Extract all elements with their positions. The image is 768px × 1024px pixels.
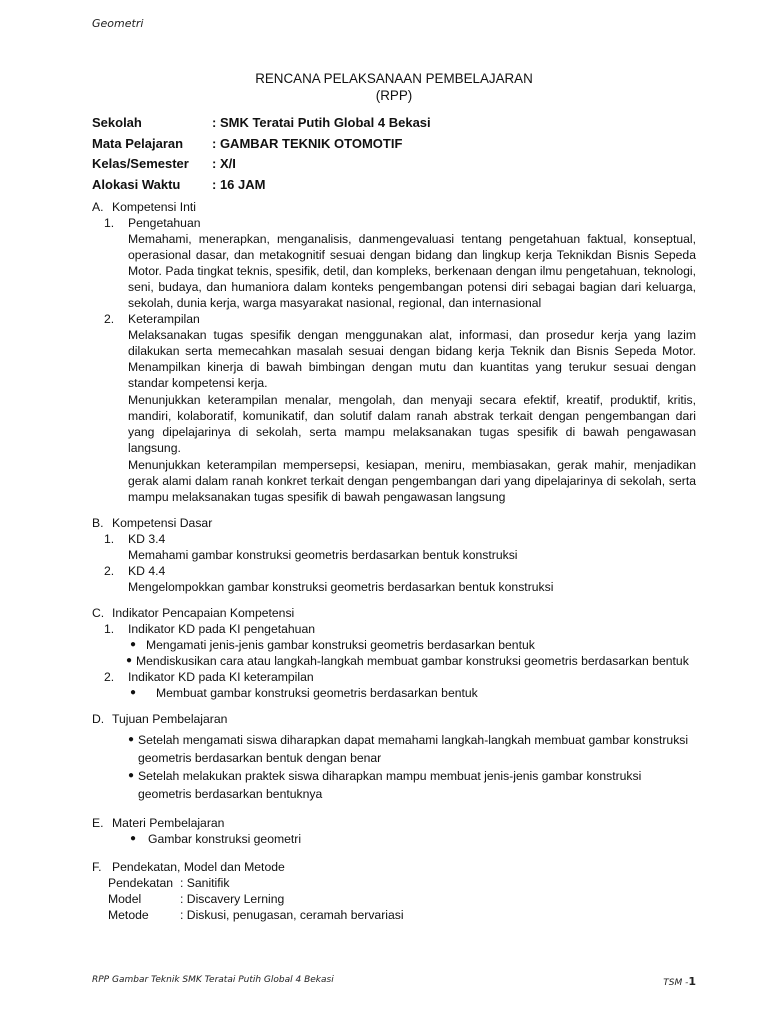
list-item bbox=[104, 621, 696, 637]
bullet-dot-icon: ● bbox=[128, 734, 135, 745]
item-number: 1. bbox=[104, 532, 115, 546]
paragraph: Menunjukkan keterampilan menalar, mengolah, dan menyaji secara efektif, kreatif, produktif, kritis, mandiri, kolaboratif, komunikatif, dan solutif dalam ranah abstrak terkait dengan pengembangan dari yang dipelajarinya di sekolah, serta mampu melaksanakan tugas spesifik di bawah pengawasan langsung. bbox=[128, 393, 696, 455]
section-letter: C. bbox=[92, 606, 105, 620]
item-number: 1. bbox=[104, 622, 115, 636]
info-row-school bbox=[92, 113, 696, 134]
item-number: 2. bbox=[104, 312, 115, 326]
section-title: Tujuan Pembelajaran bbox=[112, 712, 228, 726]
item-number: 2. bbox=[104, 670, 115, 684]
item-title: Keterampilan bbox=[128, 312, 200, 326]
info-value: : SMK Teratai Putih Global 4 Bekasi bbox=[212, 115, 431, 131]
paragraph: Memahami, menerapkan, menganalisis, danmengevaluasi tentang pengetahuan faktual, konseptual, operasional dasar, dan metakognitif sesuai dengan bidang dan lingkup kerja Teknikdan Bisnis Sepeda Motor. Pada tingkat teknis, spesifik, detil, dan kompleks, berkenaan dengan ilmu pengetahuan, teknologi, seni, budaya, dan humaniora dalam konteks pengembangan potensi diri sebagai bagian dari keluarga, sekolah, dunia kerja, warga masyarakat nasional, regional, dan internasional bbox=[128, 232, 696, 310]
footer-page bbox=[663, 975, 696, 988]
section-letter: F. bbox=[92, 860, 102, 874]
bullet-item bbox=[130, 685, 696, 701]
section-heading bbox=[92, 515, 696, 531]
section-kompetensi-inti bbox=[92, 199, 696, 505]
identity-table bbox=[92, 113, 696, 195]
section-title: Kompetensi Dasar bbox=[112, 516, 213, 530]
bullet-item bbox=[130, 637, 696, 653]
list-item bbox=[104, 215, 696, 231]
section-indikator bbox=[92, 605, 696, 701]
section-heading bbox=[92, 711, 696, 727]
section-heading bbox=[92, 859, 696, 875]
section-letter: E. bbox=[92, 816, 104, 830]
section-heading bbox=[92, 815, 696, 831]
item-title: Pengetahuan bbox=[128, 216, 201, 230]
document-body bbox=[92, 70, 696, 923]
bullet-item bbox=[128, 731, 696, 767]
section-letter: B. bbox=[92, 516, 104, 530]
item-title: Indikator KD pada KI pengetahuan bbox=[128, 622, 316, 636]
document-title bbox=[92, 70, 696, 104]
bullet-dot-icon: ● bbox=[130, 687, 137, 698]
paragraph: Menunjukkan keterampilan mempersepsi, kesiapan, meniru, membiasakan, gerak mahir, menjadikan gerak alami dalam ranah konkret terkait dengan pengembangan dari yang dipelajarinya di sekolah, serta mampu melaksanakan tugas spesifik di bawah pengawasan langsung bbox=[128, 458, 696, 504]
approach-key: Pendekatan bbox=[108, 876, 174, 890]
title-line-1: RENCANA PELAKSANAAN PEMBELAJARAN bbox=[255, 71, 533, 86]
item-number: 2. bbox=[104, 564, 115, 578]
section-title: Materi Pembelajaran bbox=[112, 816, 225, 830]
section-pendekatan bbox=[92, 859, 696, 923]
item-title: KD 4.4 bbox=[128, 564, 166, 578]
page-number: 1 bbox=[688, 975, 696, 988]
title-line-2: (RPP) bbox=[375, 88, 413, 103]
bullet-dot-icon: ● bbox=[126, 655, 133, 666]
bullet-dot-icon: ● bbox=[130, 833, 137, 844]
info-value: : 16 JAM bbox=[212, 176, 266, 192]
section-title: Indikator Pencapaian Kompetensi bbox=[112, 606, 295, 620]
approach-row bbox=[108, 891, 696, 907]
section-letter: D. bbox=[92, 712, 105, 726]
info-value: : X/I bbox=[212, 156, 236, 172]
page-header: Geometri bbox=[92, 17, 144, 30]
bullet-list bbox=[126, 653, 696, 669]
bullet-text: Membuat gambar konstruksi geometris berdasarkan bentuk bbox=[156, 686, 478, 700]
approach-key: Model bbox=[108, 892, 142, 906]
list-item bbox=[104, 563, 696, 579]
paragraph: Mengelompokkan gambar konstruksi geometris berdasarkan bentuk konstruksi bbox=[128, 580, 554, 594]
info-label: Alokasi Waktu bbox=[92, 176, 181, 192]
approach-row bbox=[108, 875, 696, 891]
info-value: : GAMBAR TEKNIK OTOMOTIF bbox=[212, 135, 403, 151]
section-heading bbox=[92, 605, 696, 621]
approach-row bbox=[108, 907, 696, 923]
bullet-text: Mendiskusikan cara atau langkah-langkah membuat gambar konstruksi geometris berdasarkan bentuk bbox=[136, 654, 689, 668]
info-row-class bbox=[92, 154, 696, 175]
approach-key: Metode bbox=[108, 908, 149, 922]
bullet-dot-icon: ● bbox=[128, 770, 135, 781]
bullet-item bbox=[128, 767, 696, 803]
list-item bbox=[104, 531, 696, 547]
list-item bbox=[104, 669, 696, 685]
info-row-time bbox=[92, 175, 696, 196]
section-title: Pendekatan, Model dan Metode bbox=[112, 860, 285, 874]
footer-prefix: TSM - bbox=[663, 978, 689, 988]
info-row-subject bbox=[92, 134, 696, 155]
info-label: Sekolah bbox=[92, 115, 142, 131]
paragraph: Memahami gambar konstruksi geometris berdasarkan bentuk konstruksi bbox=[128, 548, 518, 562]
info-label: Kelas/Semester bbox=[92, 156, 189, 172]
section-letter: A. bbox=[92, 200, 104, 214]
approach-value: : Sanitifik bbox=[180, 876, 230, 890]
bullet-item bbox=[130, 831, 696, 847]
approach-value: : Discavery Lerning bbox=[180, 892, 285, 906]
bullet-text: Gambar konstruksi geometri bbox=[148, 832, 302, 846]
page-footer bbox=[92, 975, 696, 988]
bullet-item bbox=[126, 653, 696, 669]
approach-table bbox=[108, 875, 696, 923]
section-title: Kompetensi Inti bbox=[112, 200, 197, 214]
bullet-dot-icon: ● bbox=[130, 639, 137, 650]
bullet-text: Setelah mengamati siswa diharapkan dapat memahami langkah-langkah membuat gambar konstruksi geometris berdasarkan bentuk dengan benar bbox=[138, 733, 689, 765]
info-label: Mata Pelajaran bbox=[92, 135, 184, 151]
item-title: Indikator KD pada KI keterampilan bbox=[128, 670, 314, 684]
bullet-list bbox=[130, 685, 696, 701]
section-materi bbox=[92, 815, 696, 847]
section-tujuan bbox=[92, 711, 696, 803]
bullet-text: Mengamati jenis-jenis gambar konstruksi geometris berdasarkan bentuk bbox=[146, 638, 535, 652]
item-title: KD 3.4 bbox=[128, 532, 166, 546]
list-item bbox=[104, 311, 696, 327]
bullet-list bbox=[128, 731, 696, 803]
footer-title: RPP Gambar Teknik SMK Teratai Putih Global 4 Bekasi bbox=[92, 975, 334, 985]
paragraph: Melaksanakan tugas spesifik dengan menggunakan alat, informasi, dan prosedur kerja yang lazim dilakukan serta memecahkan masalah sesuai dengan bidang kerja Teknik dan Bisnis Sepeda Motor. Menampilkan kinerja di bawah bimbingan dengan mutu dan kuantitas yang terukur sesuai dengan standar kompetensi kerja. bbox=[128, 328, 696, 390]
bullet-list bbox=[130, 831, 696, 847]
section-kompetensi-dasar bbox=[92, 515, 696, 595]
section-heading bbox=[92, 199, 696, 215]
bullet-text: Setelah melakukan praktek siswa diharapkan mampu membuat jenis-jenis gambar konstruksi geometris berdasarkan bentuknya bbox=[138, 769, 642, 801]
item-number: 1. bbox=[104, 216, 115, 230]
approach-value: : Diskusi, penugasan, ceramah bervariasi bbox=[180, 908, 404, 922]
bullet-list bbox=[130, 637, 696, 653]
